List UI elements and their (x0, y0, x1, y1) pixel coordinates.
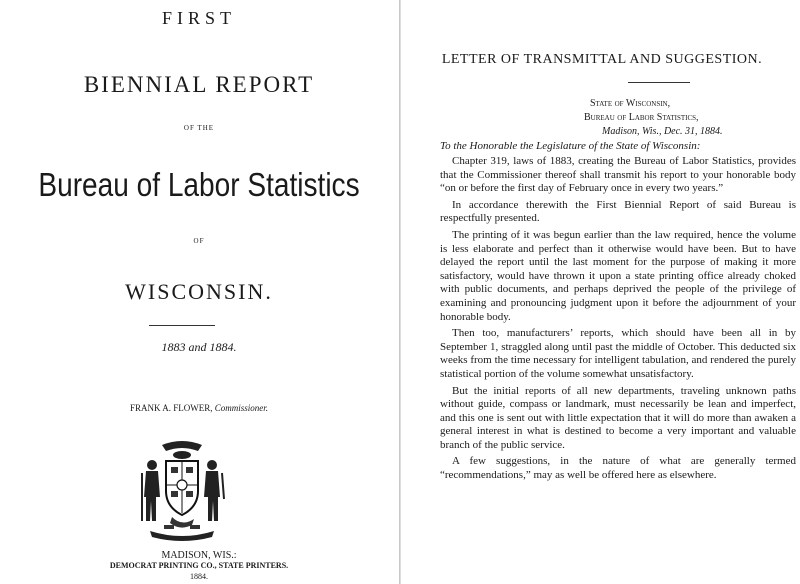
of-the-label: OF THE (183, 124, 215, 132)
salutation: To the Honorable the Legislature of the State of Wisconsin: (440, 140, 701, 152)
page-gutter (399, 0, 401, 584)
letter-body (440, 155, 796, 486)
address-bureau: Bureau of Labor Statistics, (584, 112, 699, 123)
first-label: FIRST (161, 8, 237, 28)
report-years: 1883 and 1884. (161, 340, 237, 354)
state-title: WISCONSIN. (125, 279, 273, 304)
divider-rule (149, 325, 215, 326)
commissioner-role: Commissioner. (214, 403, 269, 413)
letter-heading: LETTER OF TRANSMITTAL AND SUGGESTION. (441, 52, 763, 67)
paragraph: In accordance therewith the First Biennial Report of said Bureau is respectfully presented. (440, 198, 796, 225)
imprint-printer: DEMOCRAT PRINTING CO., STATE PRINTERS. (109, 561, 289, 570)
paragraph: Chapter 319, laws of 1883, creating the Bureau of Labor Statistics, provides that the Commissioner thereof shall transmit his report to your honorable body “on or before the first day of February once in every two years.” (440, 155, 796, 195)
paragraph: Then too, manufacturers’ reports, which should have been all in by September 1, straggled along until past the middle of October. This deducted six weeks from the time necessary for intelligent tabulation, and rendered the purely statistical portion of the volume somewhat unsatisfactory. (440, 327, 796, 380)
letter-page (404, 0, 800, 584)
bureau-title: Bureau of Labor Statistics (38, 166, 360, 203)
paragraph: But the initial reports of all new departments, traveling unknown paths without guide, compass or landmark, must necessarily be lean and imperfect, and this one is sent out with little expectation that it will do more than awaken a general interest in what is destined to become a very important and valuable branch of the public service. (440, 384, 796, 451)
paragraph: A few suggestions, in the nature of what are generally termed “recommendations,” may as well be offered here as elsewhere. (440, 455, 796, 482)
of-label: OF (193, 237, 205, 245)
wisconsin-seal-icon (136, 437, 228, 545)
biennial-report-title: BIENNIAL REPORT (83, 72, 315, 97)
address-state: State of Wisconsin, (590, 98, 671, 109)
title-page (0, 0, 398, 584)
commissioner-name: FRANK A. FLOWER, (129, 403, 213, 413)
imprint-city: MADISON, WIS.: (161, 550, 237, 561)
paragraph: The printing of it was begun earlier than the law required, hence the volume is less elaborate and perfect than it otherwise would have been. But to have delayed the report until the last moment for the purpose of making it more satisfactory, would have thrown it upon a state printing office already choked with public documents, and perhaps deprived the people of the privilege of examining and pronouncing judgment upon it before the adjournment of your honorable body. (440, 228, 796, 323)
address-place-date: Madison, Wis., Dec. 31, 1884. (602, 126, 723, 137)
heading-rule (628, 82, 690, 83)
commissioner-line (0, 403, 398, 413)
imprint-year: 1884. (190, 572, 208, 581)
